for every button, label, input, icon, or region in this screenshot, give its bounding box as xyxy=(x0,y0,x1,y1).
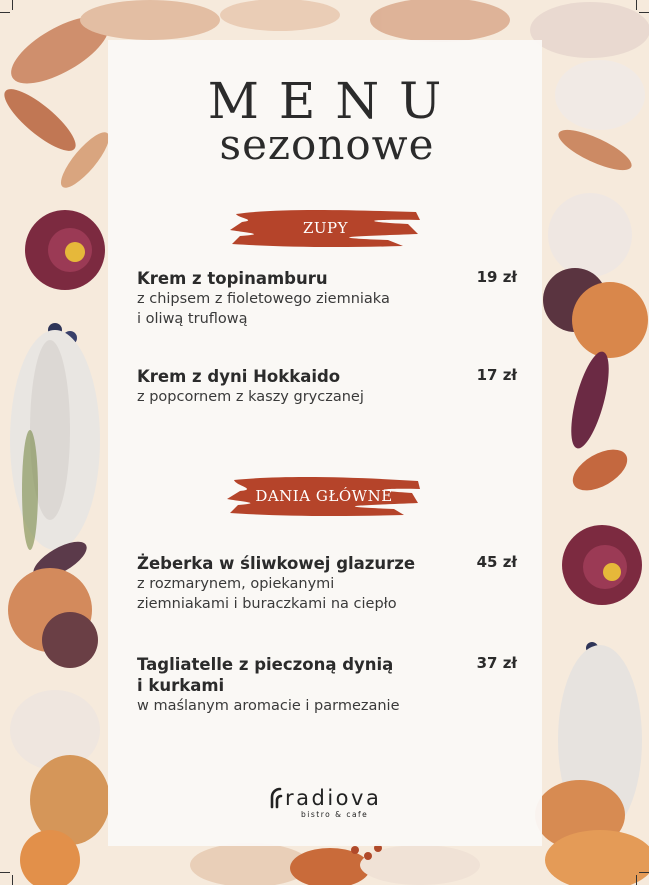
logo-tagline: bistro & cafe xyxy=(301,810,369,819)
menu-title: MENU xyxy=(207,72,462,130)
dish-name: Krem z topinamburu xyxy=(137,269,328,288)
dish-name-continued: i kurkami xyxy=(137,676,225,695)
menu-item xyxy=(137,268,517,329)
dish-description: z popcornem z kaszy gryczanej xyxy=(137,389,364,405)
menu-subtitle: sezonowe xyxy=(219,120,435,169)
menu-item xyxy=(137,553,517,614)
dish-name: Krem z dyni Hokkaido xyxy=(137,367,341,386)
menu-item xyxy=(137,366,517,407)
section-heading-dania-glowne: DANIA GŁÓWNE xyxy=(255,487,393,505)
dish-description: w maślanym aromacie i parmezanie xyxy=(137,698,400,714)
dish-price: 37 zł xyxy=(476,654,517,672)
crop-mark xyxy=(639,12,649,23)
dish-name: Żeberka w śliwkowej glazurze xyxy=(137,554,416,573)
section-heading-zupy: ZUPY xyxy=(302,219,349,237)
crop-mark xyxy=(626,0,637,10)
menu-item xyxy=(137,654,517,716)
dish-description: ziemniakami i buraczkami na ciepło xyxy=(137,596,397,612)
radiova-logo xyxy=(268,782,388,822)
crop-mark xyxy=(12,0,23,10)
dish-price: 17 zł xyxy=(476,366,517,384)
crop-mark xyxy=(639,862,649,873)
crop-mark xyxy=(0,862,10,873)
crop-mark xyxy=(0,12,10,23)
dish-name: Tagliatelle z pieczoną dynią xyxy=(137,655,394,674)
logo-wordmark: radiova xyxy=(285,786,382,810)
dish-description: z rozmarynem, opiekanymi xyxy=(137,576,335,592)
dish-description: i oliwą truflową xyxy=(137,311,248,327)
crop-mark xyxy=(12,875,23,885)
dish-description: z chipsem z fioletowego ziemniaka xyxy=(137,291,390,307)
dish-price: 19 zł xyxy=(476,268,517,286)
dish-price: 45 zł xyxy=(476,553,517,571)
crop-mark xyxy=(626,875,637,885)
